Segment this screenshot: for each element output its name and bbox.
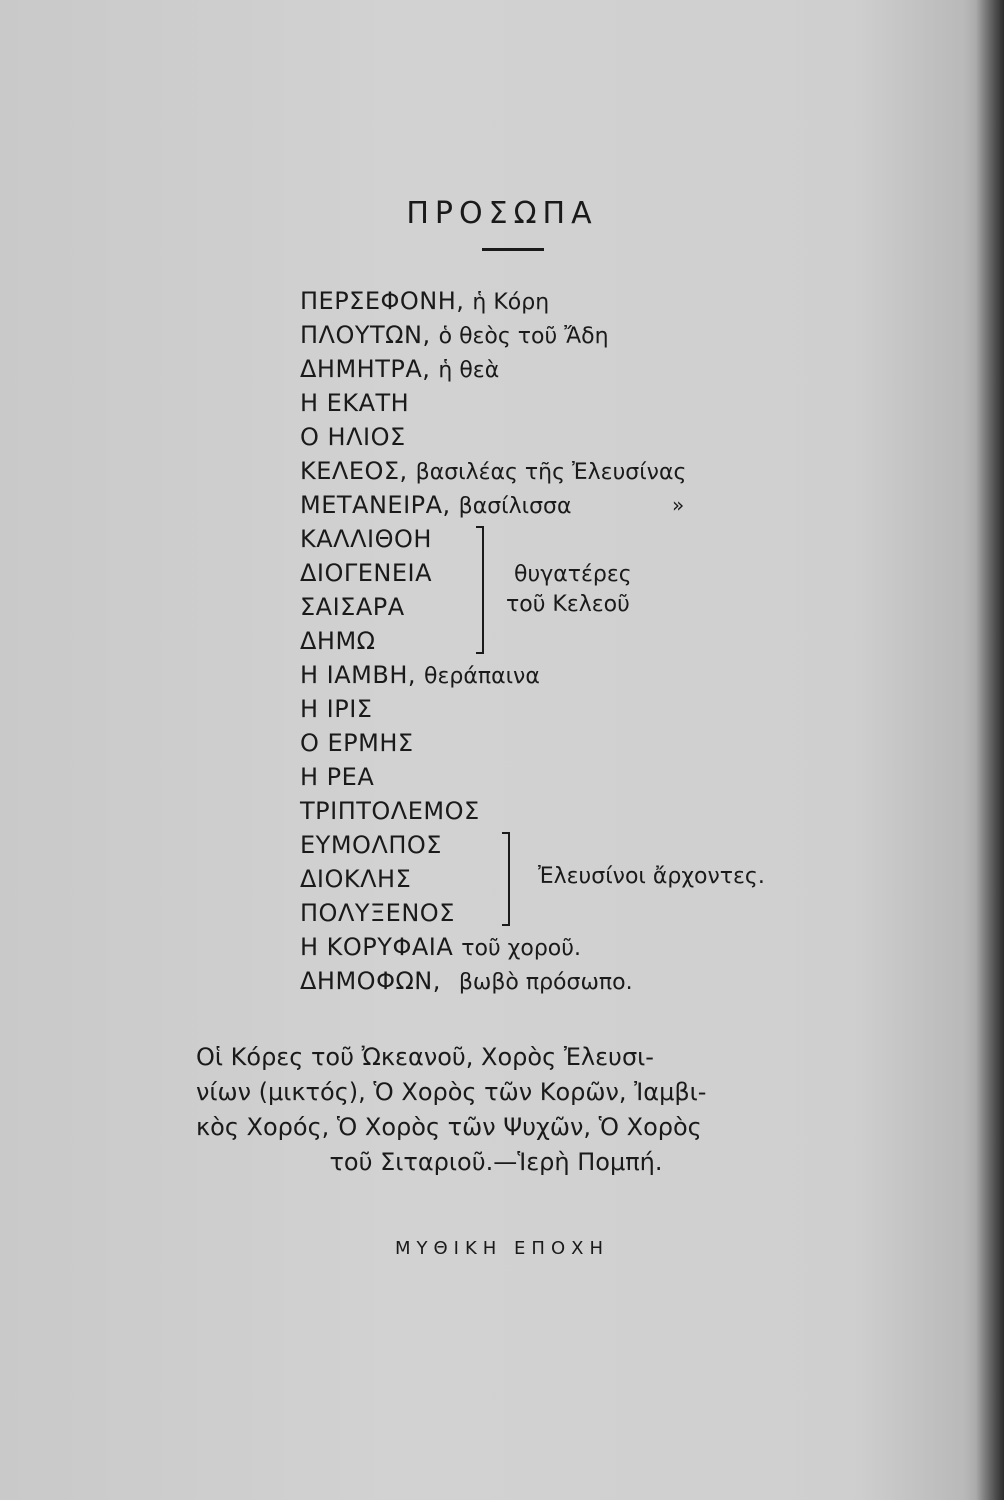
daughters-label-line2: τοῦ Κελεοῦ <box>506 592 630 617</box>
person-name: ΚΕΛΕΟΣ, <box>300 457 408 485</box>
person-name: Η ΙΑΜΒΗ, <box>300 661 417 689</box>
person-row <box>300 386 820 420</box>
person-name: Η ΚΟΡΥΦΑΙΑ <box>300 933 454 961</box>
person-row <box>300 624 820 658</box>
choruses-line: νίων (μικτός), Ὁ Χορὸς τῶν Κορῶν, Ἰαμβι- <box>196 1078 707 1106</box>
person-name: ΔΙΟΓΕΝΕΙΑ <box>300 559 433 587</box>
person-name: ΠΛΟΥΤΩΝ, <box>300 321 431 349</box>
page-title: ΠΡΟΣΩΠΑ <box>406 196 598 231</box>
era-caption: ΜΥΘΙΚΗ ΕΠΟΧΗ <box>394 1238 609 1259</box>
ditto-mark: » <box>672 493 685 517</box>
person-desc: βωβὸ πρόσωπο. <box>458 970 633 995</box>
person-desc: θεράπαινα <box>424 664 540 689</box>
person-name: Η ΡΕΑ <box>300 763 375 791</box>
choruses-paragraph <box>196 1040 796 1180</box>
person-row <box>300 760 820 794</box>
person-row <box>300 522 820 556</box>
archons-group <box>300 828 820 930</box>
person-desc: ἡ Κόρη <box>472 290 550 315</box>
person-name: Η ΙΡΙΣ <box>300 695 373 723</box>
person-desc: βασιλέας τῆς Ἐλευσίνας <box>415 460 687 485</box>
bracket <box>498 832 510 926</box>
person-row <box>300 896 820 930</box>
dramatis-personae-list <box>300 284 820 998</box>
person-name: ΠΕΡΣΕΦΟΝΗ, <box>300 287 465 315</box>
person-desc: ἡ θεὰ <box>438 358 500 383</box>
archons-label: Ἐλευσίνοι ἄρχοντες. <box>538 864 765 889</box>
person-name: ΕΥΜΟΛΠΟΣ <box>300 831 442 859</box>
choruses-line: κὸς Χορός, Ὁ Χορὸς τῶν Ψυχῶν, Ὁ Χορὸς <box>196 1113 702 1141</box>
person-row <box>300 964 820 998</box>
person-name: ΜΕΤΑΝΕΙΡΑ, <box>300 491 451 519</box>
choruses-line: Οἱ Κόρες τοῦ Ὠκεανοῦ, Χορὸς Ἐλευσι- <box>196 1043 654 1071</box>
person-name: ΚΑΛΛΙΘΟΗ <box>300 525 432 553</box>
person-name: ΔΗΜΟΦΩΝ, <box>300 967 441 995</box>
person-row <box>300 420 820 454</box>
person-row <box>300 726 820 760</box>
person-row <box>300 352 820 386</box>
person-name: ΠΟΛΥΞΕΝΟΣ <box>300 899 455 927</box>
person-name: ΤΡΙΠΤΟΛΕΜΟΣ <box>300 797 480 825</box>
person-row <box>300 454 820 488</box>
person-row <box>300 318 820 352</box>
person-name: Η ΕΚΑΤΗ <box>300 389 410 417</box>
person-name: Ο ΕΡΜΗΣ <box>300 729 414 757</box>
choruses-line: τοῦ Σιταριοῦ.—Ἱερὴ Πομπή. <box>329 1148 663 1176</box>
person-row <box>300 828 820 862</box>
person-name: Ο ΗΛΙΟΣ <box>300 423 406 451</box>
person-row <box>300 692 820 726</box>
person-row <box>300 930 820 964</box>
person-row <box>300 284 820 318</box>
person-name: ΔΗΜΗΤΡΑ, <box>300 355 431 383</box>
bracket <box>472 526 484 654</box>
person-row <box>300 794 820 828</box>
person-name: ΔΗΜΩ <box>300 627 376 655</box>
daughters-label-line1: θυγατέρες <box>514 562 632 587</box>
person-name: ΣΑΙΣΑΡΑ <box>300 593 405 621</box>
person-desc: τοῦ χοροῦ. <box>461 936 581 961</box>
title-rule <box>482 248 544 251</box>
person-desc: ὁ θεὸς τοῦ Ἄδη <box>438 324 609 349</box>
person-row <box>300 658 820 692</box>
daughters-group <box>300 522 820 658</box>
person-desc: βασίλισσα <box>458 494 572 519</box>
person-row <box>300 488 820 522</box>
person-name: ΔΙΟΚΛΗΣ <box>300 865 412 893</box>
